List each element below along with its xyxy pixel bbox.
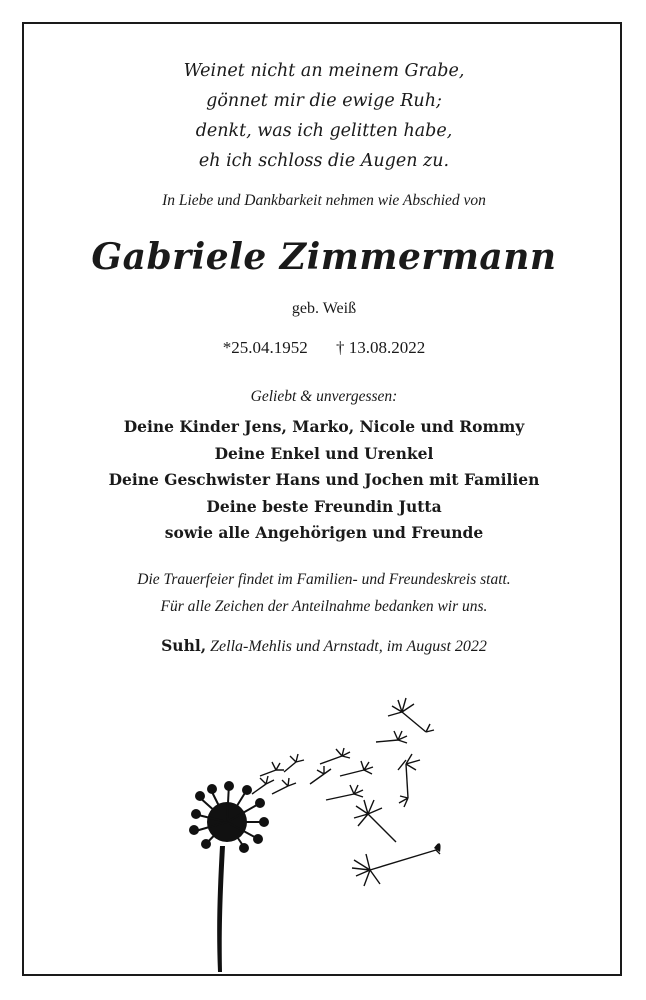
maiden-name: geb. Weiß	[291, 300, 357, 317]
seed	[388, 698, 434, 732]
mourner-line: Deine Enkel und Urenkel	[214, 443, 434, 463]
seed	[340, 761, 373, 776]
dandelion-head	[189, 781, 269, 853]
poem-line: gönnet mir die ewige Ruh;	[206, 91, 442, 111]
flying-seeds	[252, 698, 440, 886]
loved-label: Geliebt & unvergessen:	[250, 388, 398, 405]
poem-line: Weinet nicht an meinem Grabe,	[183, 61, 465, 81]
death-date: † 13.08.2022	[336, 338, 426, 357]
mourner-line: Deine Geschwister Hans und Jochen mit Familien	[108, 470, 540, 489]
place-city: Suhl,	[161, 636, 207, 655]
seed	[320, 748, 350, 764]
seed	[252, 776, 274, 794]
seed	[284, 754, 304, 772]
intro-text: In Liebe und Dankbarkeit nehmen wie Abschied von	[162, 192, 486, 209]
seed	[260, 762, 284, 776]
birth-date: *25.04.1952	[222, 338, 308, 357]
notice-line: Für alle Zeichen der Anteilnahme bedanken wir uns.	[160, 598, 488, 615]
seed	[376, 731, 407, 743]
seed	[354, 800, 396, 842]
seed	[398, 754, 420, 807]
notice-line: Die Trauerfeier findet im Familien- und Freundeskreis statt.	[137, 571, 511, 588]
poem-line: denkt, was ich gelitten habe,	[195, 121, 453, 141]
obituary-card	[22, 22, 622, 976]
poem-line: eh ich schloss die Augen zu.	[198, 151, 450, 171]
dandelion-stem	[217, 846, 225, 972]
mourner-line: Deine beste Freundin Jutta	[206, 496, 442, 516]
deceased-name: Gabriele Zimmermann	[91, 236, 557, 278]
mourner-line: sowie alle Angehörigen und Freunde	[164, 523, 484, 542]
seed	[326, 785, 363, 800]
mourner-line: Deine Kinder Jens, Marko, Nicole und Rommy	[123, 417, 525, 436]
place-rest: Zella-Mehlis und Arnstadt, im August 2022	[206, 638, 487, 655]
seed	[272, 778, 296, 794]
dandelion-icon	[24, 24, 624, 978]
seed	[352, 844, 440, 886]
seed	[310, 766, 331, 784]
